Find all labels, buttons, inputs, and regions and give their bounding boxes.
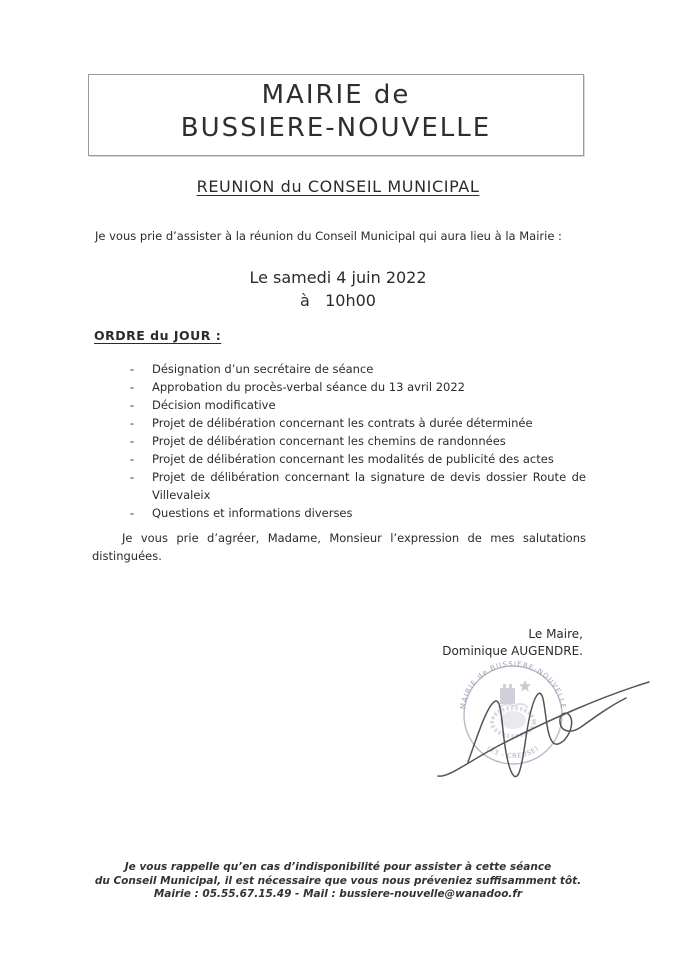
footer-note-line1: Je vous rappelle qu’en cas d’indisponibilité pour assister à cette séance	[124, 861, 552, 873]
svg-text:(23 - CREUSE)	[485, 744, 540, 760]
agenda-item	[130, 414, 586, 432]
agenda-heading: ORDRE du JOUR :	[94, 328, 222, 343]
header-box	[88, 74, 584, 156]
agenda-item	[130, 504, 586, 522]
agenda-item-text: Approbation du procès-verbal séance du 13 avril 2022	[152, 380, 465, 394]
agenda-item	[130, 450, 586, 468]
dash-bullet: -	[130, 434, 135, 448]
agenda-item-text: Décision modificative	[152, 398, 276, 412]
municipal-stamp-svg	[428, 650, 660, 792]
dash-bullet: -	[130, 506, 135, 520]
dash-bullet: -	[130, 362, 135, 376]
agenda-list	[130, 360, 586, 522]
stamp-and-signature	[428, 650, 660, 792]
footer-note	[0, 861, 676, 902]
agenda-item-text: Désignation d’un secrétaire de séance	[152, 362, 374, 376]
stamp-arc-top-text: MAIRIE de BUSSIERE-NOUVELLE	[458, 660, 568, 710]
signature-name: Dominique AUGENDRE.	[442, 644, 583, 658]
agenda-item-text: Questions et informations diverses	[152, 506, 353, 520]
meeting-datetime	[0, 266, 676, 312]
agenda-item-text: Projet de délibération concernant les chemins de randonnées	[152, 434, 506, 448]
agenda-item	[130, 396, 586, 414]
agenda-item	[130, 432, 586, 450]
agenda-item-text: Projet de délibération concernant la signature de devis dossier Route de Villevaleix	[152, 470, 586, 502]
signature-role: Le Maire,	[528, 627, 583, 641]
agenda-item	[130, 378, 586, 396]
dash-bullet: -	[130, 452, 135, 466]
footer-note-line3: Mairie : 05.55.67.15.49 - Mail : bussiere-nouvelle@wanadoo.fr	[153, 888, 523, 900]
intro-paragraph: Je vous prie d’assister à la réunion du Conseil Municipal qui aura lieu à la Mairie :	[95, 229, 562, 243]
page-title-line2: BUSSIERE-NOUVELLE	[180, 113, 492, 143]
dash-bullet: -	[130, 416, 135, 430]
agenda-item-text: Projet de délibération concernant les modalités de publicité des actes	[152, 452, 554, 466]
dash-bullet: -	[130, 470, 135, 484]
agenda-item	[130, 468, 586, 504]
agenda-item	[130, 360, 586, 378]
meeting-subtitle: REUNION du CONSEIL MUNICIPAL	[196, 177, 480, 196]
meeting-time: à 10h00	[300, 291, 376, 310]
footer-note-line2: du Conseil Municipal, il est nécessaire que vous nous préveniez suffisamment tôt.	[94, 874, 582, 887]
meeting-date: Le samedi 4 juin 2022	[249, 268, 427, 287]
agenda-item-text: Projet de délibération concernant les contrats à durée déterminée	[152, 416, 533, 430]
stamp-arc-bottom-text: (23 - CREUSE)	[485, 744, 541, 761]
closing-paragraph: Je vous prie d’agréer, Madame, Monsieur l’expression de mes salutations distinguées.	[92, 531, 586, 563]
page-title-line1: MAIRIE de	[261, 80, 411, 110]
dash-bullet: -	[130, 398, 135, 412]
dash-bullet: -	[130, 380, 135, 394]
